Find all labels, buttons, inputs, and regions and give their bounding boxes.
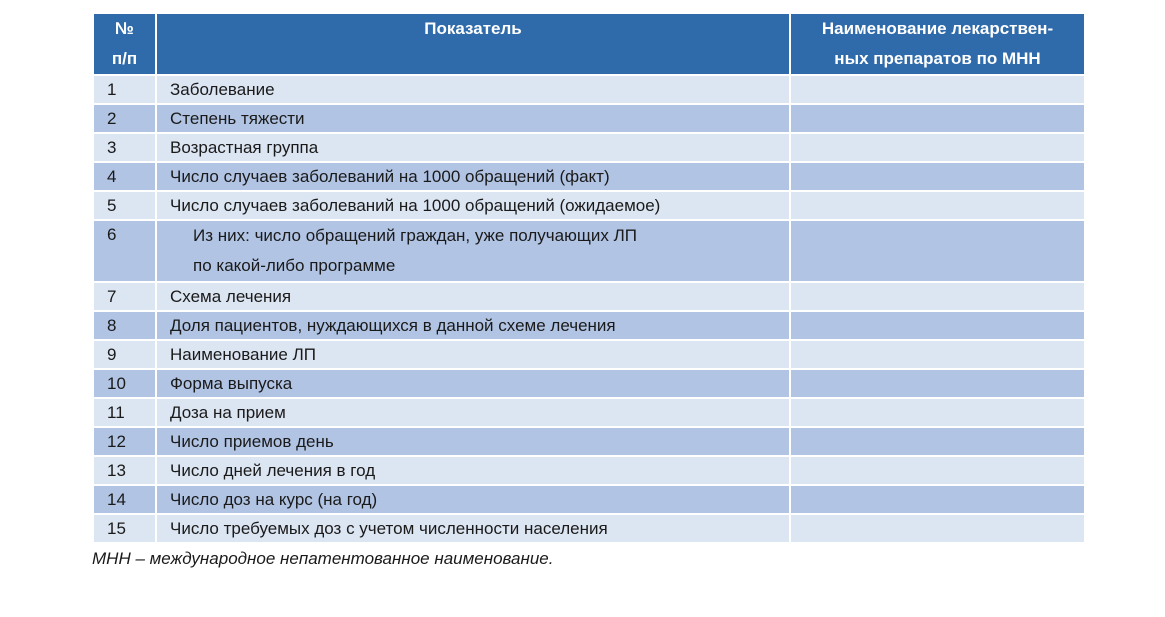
row-number: 15 bbox=[94, 515, 157, 544]
row-number: 1 bbox=[94, 76, 157, 105]
row-drugs bbox=[791, 457, 1084, 486]
header-number-line1: № bbox=[115, 19, 134, 38]
header-number-line2: п/п bbox=[111, 49, 138, 68]
row-number: 12 bbox=[94, 428, 157, 457]
row-number: 5 bbox=[94, 192, 157, 221]
header-indicator: Показатель bbox=[157, 14, 791, 76]
row-number: 11 bbox=[94, 399, 157, 428]
header-drugs bbox=[791, 14, 1084, 76]
row-drugs bbox=[791, 105, 1084, 134]
row-indicator: Форма выпуска bbox=[157, 370, 791, 399]
table-row bbox=[94, 76, 1084, 105]
table-row bbox=[94, 221, 1084, 283]
row-indicator: Число дней лечения в год bbox=[157, 457, 791, 486]
row-indicator: Число приемов день bbox=[157, 428, 791, 457]
row-number: 2 bbox=[94, 105, 157, 134]
row-number: 13 bbox=[94, 457, 157, 486]
row-drugs bbox=[791, 134, 1084, 163]
row-drugs bbox=[791, 163, 1084, 192]
header-number bbox=[94, 14, 157, 76]
header-drugs-line2: ных препаратов по МНН bbox=[834, 49, 1041, 68]
row-indicator: Число случаев заболеваний на 1000 обращений (факт) bbox=[157, 163, 791, 192]
row-drugs bbox=[791, 428, 1084, 457]
row-number: 9 bbox=[94, 341, 157, 370]
row-indicator bbox=[157, 221, 791, 283]
row-drugs bbox=[791, 341, 1084, 370]
row-indicator: Схема лечения bbox=[157, 283, 791, 312]
table-row bbox=[94, 515, 1084, 544]
table-row bbox=[94, 399, 1084, 428]
row-drugs bbox=[791, 486, 1084, 515]
row-indicator: Доза на прием bbox=[157, 399, 791, 428]
row-drugs bbox=[791, 76, 1084, 105]
row-indicator: Число случаев заболеваний на 1000 обращений (ожидаемое) bbox=[157, 192, 791, 221]
row-drugs bbox=[791, 312, 1084, 341]
row-number: 4 bbox=[94, 163, 157, 192]
row-drugs bbox=[791, 283, 1084, 312]
table-row bbox=[94, 192, 1084, 221]
table-row bbox=[94, 283, 1084, 312]
row-indicator-line1: Из них: число обращений граждан, уже получающих ЛП bbox=[193, 226, 637, 245]
row-drugs bbox=[791, 192, 1084, 221]
row-indicator: Число доз на курс (на год) bbox=[157, 486, 791, 515]
row-number: 8 bbox=[94, 312, 157, 341]
footnote: МНН – международное непатентованное наименование. bbox=[92, 549, 554, 568]
row-drugs bbox=[791, 399, 1084, 428]
row-indicator: Степень тяжести bbox=[157, 105, 791, 134]
table-row bbox=[94, 370, 1084, 399]
table-row bbox=[94, 105, 1084, 134]
row-drugs bbox=[791, 370, 1084, 399]
row-number: 7 bbox=[94, 283, 157, 312]
table-row bbox=[94, 457, 1084, 486]
header-drugs-line1: Наименование лекарствен- bbox=[821, 19, 1054, 38]
row-indicator: Возрастная группа bbox=[157, 134, 791, 163]
row-indicator: Заболевание bbox=[157, 76, 791, 105]
row-indicator: Число требуемых доз с учетом численности населения bbox=[157, 515, 791, 544]
table-row bbox=[94, 134, 1084, 163]
row-indicator: Наименование ЛП bbox=[157, 341, 791, 370]
table-row bbox=[94, 341, 1084, 370]
row-number: 6 bbox=[94, 221, 157, 283]
row-drugs bbox=[791, 221, 1084, 283]
row-number: 14 bbox=[94, 486, 157, 515]
table-row bbox=[94, 486, 1084, 515]
row-drugs bbox=[791, 515, 1084, 544]
row-number: 10 bbox=[94, 370, 157, 399]
row-indicator-line2: по какой-либо программе bbox=[193, 256, 396, 275]
table-row bbox=[94, 312, 1084, 341]
table-header-row bbox=[94, 14, 1084, 76]
row-number: 3 bbox=[94, 134, 157, 163]
indicators-table bbox=[94, 14, 1084, 544]
row-indicator: Доля пациентов, нуждающихся в данной схеме лечения bbox=[157, 312, 791, 341]
table-row bbox=[94, 163, 1084, 192]
table-row bbox=[94, 428, 1084, 457]
